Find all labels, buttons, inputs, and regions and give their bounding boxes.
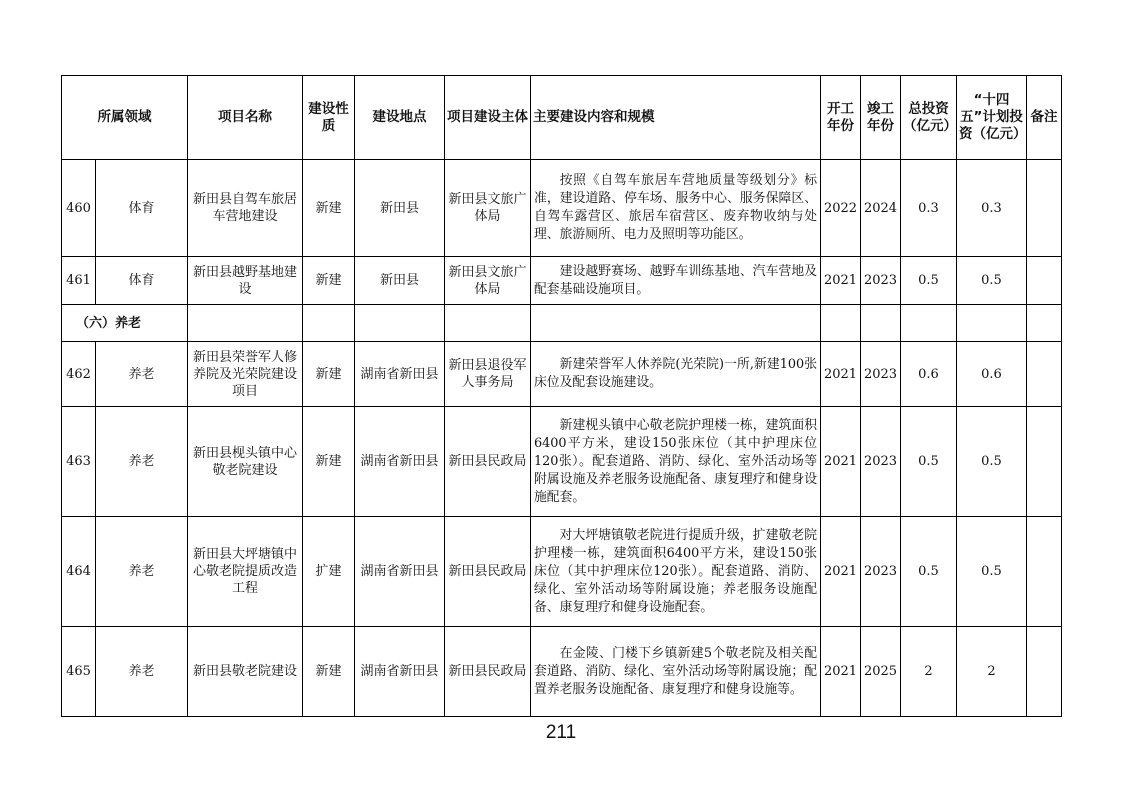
row-number: 462 <box>62 342 96 407</box>
row-content-text: 按照《自驾车旅居车营地质量等级划分》标准，建设道路、停车场、服务中心、服务保障区、自驾车露营区、旅居车宿营区、废弃物收纳与处理、旅游厕所、电力及照明等功能区。 <box>534 173 817 242</box>
row-plan-investment: 2 <box>957 627 1027 717</box>
section-empty-cell <box>355 305 445 342</box>
row-entity: 新田县文旅广体局 <box>445 257 531 305</box>
page-number: 211 <box>545 722 577 743</box>
header-entity: 项目建设主体 <box>445 76 531 160</box>
project-table <box>61 75 1062 717</box>
row-domain: 体育 <box>96 257 188 305</box>
row-entity: 新田县民政局 <box>445 407 531 517</box>
header-end-year: 竣工年份 <box>861 76 901 160</box>
row-content <box>531 160 821 257</box>
header-plan-investment: “十四五”计划投资（亿元） <box>957 76 1027 160</box>
section-empty-cell <box>861 305 901 342</box>
row-start-year: 2021 <box>821 407 861 517</box>
row-entity: 新田县退役军人事务局 <box>445 342 531 407</box>
row-location: 新田县 <box>355 257 445 305</box>
table-row <box>62 257 1062 305</box>
row-total-investment: 0.6 <box>901 342 957 407</box>
row-remark <box>1027 517 1062 627</box>
row-plan-investment: 0.5 <box>957 517 1027 627</box>
row-end-year: 2023 <box>861 257 901 305</box>
section-title: （六）养老 <box>62 305 188 342</box>
row-remark <box>1027 342 1062 407</box>
row-total-investment: 2 <box>901 627 957 717</box>
header-location: 建设地点 <box>355 76 445 160</box>
row-total-investment: 0.5 <box>901 517 957 627</box>
row-end-year: 2023 <box>861 517 901 627</box>
row-plan-investment: 0.5 <box>957 407 1027 517</box>
row-domain: 养老 <box>96 517 188 627</box>
row-location: 湖南省新田县 <box>355 407 445 517</box>
row-start-year: 2022 <box>821 160 861 257</box>
row-total-investment: 0.5 <box>901 257 957 305</box>
row-location: 新田县 <box>355 160 445 257</box>
row-remark <box>1027 407 1062 517</box>
row-project-name: 新田县枧头镇中心敬老院建设 <box>188 407 303 517</box>
row-project-name: 新田县大坪塘镇中心敬老院提质改造工程 <box>188 517 303 627</box>
row-nature: 扩建 <box>303 517 355 627</box>
table-row <box>62 160 1062 257</box>
header-domain: 所属领域 <box>62 76 188 160</box>
row-content <box>531 342 821 407</box>
row-content <box>531 517 821 627</box>
row-content <box>531 257 821 305</box>
section-empty-cell <box>303 305 355 342</box>
row-number: 460 <box>62 160 96 257</box>
row-location: 湖南省新田县 <box>355 342 445 407</box>
header-nature: 建设性质 <box>303 76 355 160</box>
row-domain: 体育 <box>96 160 188 257</box>
section-empty-cell <box>901 305 957 342</box>
row-remark <box>1027 627 1062 717</box>
row-location: 湖南省新田县 <box>355 517 445 627</box>
table-row <box>62 517 1062 627</box>
header-project-name: 项目名称 <box>188 76 303 160</box>
section-empty-cell <box>957 305 1027 342</box>
header-remark: 备注 <box>1027 76 1062 160</box>
row-nature: 新建 <box>303 627 355 717</box>
row-nature: 新建 <box>303 407 355 517</box>
section-empty-cell <box>445 305 531 342</box>
row-project-name: 新田县荣誉军人修养院及光荣院建设项目 <box>188 342 303 407</box>
row-location: 湖南省新田县 <box>355 627 445 717</box>
row-nature: 新建 <box>303 160 355 257</box>
row-number: 464 <box>62 517 96 627</box>
row-domain: 养老 <box>96 342 188 407</box>
row-domain: 养老 <box>96 407 188 517</box>
row-start-year: 2021 <box>821 342 861 407</box>
row-content-text: 建设越野赛场、越野车训练基地、汽车营地及配套基础设施项目。 <box>534 263 817 297</box>
section-empty-cell <box>531 305 821 342</box>
row-remark <box>1027 257 1062 305</box>
section-empty-cell <box>1027 305 1062 342</box>
row-end-year: 2024 <box>861 160 901 257</box>
table-row <box>62 407 1062 517</box>
table-header-row <box>62 76 1062 160</box>
row-start-year: 2021 <box>821 517 861 627</box>
row-number: 463 <box>62 407 96 517</box>
row-end-year: 2025 <box>861 627 901 717</box>
row-end-year: 2023 <box>861 407 901 517</box>
row-entity: 新田县民政局 <box>445 627 531 717</box>
row-entity: 新田县文旅广体局 <box>445 160 531 257</box>
row-start-year: 2021 <box>821 627 861 717</box>
row-nature: 新建 <box>303 342 355 407</box>
section-empty-cell <box>821 305 861 342</box>
row-content <box>531 627 821 717</box>
row-content <box>531 407 821 517</box>
row-plan-investment: 0.6 <box>957 342 1027 407</box>
section-empty-cell <box>188 305 303 342</box>
header-content: 主要建设内容和规模 <box>531 76 821 160</box>
row-entity: 新田县民政局 <box>445 517 531 627</box>
row-domain: 养老 <box>96 627 188 717</box>
row-number: 461 <box>62 257 96 305</box>
row-start-year: 2021 <box>821 257 861 305</box>
row-plan-investment: 0.3 <box>957 160 1027 257</box>
header-total-investment: 总投资（亿元） <box>901 76 957 160</box>
row-nature: 新建 <box>303 257 355 305</box>
row-project-name: 新田县越野基地建设 <box>188 257 303 305</box>
row-total-investment: 0.3 <box>901 160 957 257</box>
row-content-text: 在金陵、门楼下乡镇新建5个敬老院及相关配套道路、消防、绿化、室外活动场等附属设施；配置养老服务设施配备、康复理疗和健身设施等。 <box>534 645 817 697</box>
row-remark <box>1027 160 1062 257</box>
row-total-investment: 0.5 <box>901 407 957 517</box>
row-content-text: 新建枧头镇中心敬老院护理楼一栋，建筑面积6400平方米，建设150张床位（其中护理床位120张）。配套道路、消防、绿化、室外活动场等附属设施及养老服务设施配备、康复理疗和健身设施配套。 <box>534 417 817 505</box>
row-project-name: 新田县自驾车旅居车营地建设 <box>188 160 303 257</box>
row-end-year: 2023 <box>861 342 901 407</box>
section-row <box>62 305 1062 342</box>
row-number: 465 <box>62 627 96 717</box>
table-row <box>62 627 1062 717</box>
row-content-text: 对大坪塘镇敬老院进行提质升级，扩建敬老院护理楼一栋，建筑面积6400平方米，建设150张床位（其中护理床位120张）。配套道路、消防、绿化、室外活动场等附属设施；养老服务设施配备、康复理疗和健身设施配套。 <box>534 527 817 615</box>
table-row <box>62 342 1062 407</box>
row-project-name: 新田县敬老院建设 <box>188 627 303 717</box>
header-start-year: 开工年份 <box>821 76 861 160</box>
row-content-text: 新建荣誉军人休养院(光荣院)一所,新建100张床位及配套设施建设。 <box>534 357 817 390</box>
row-plan-investment: 0.5 <box>957 257 1027 305</box>
